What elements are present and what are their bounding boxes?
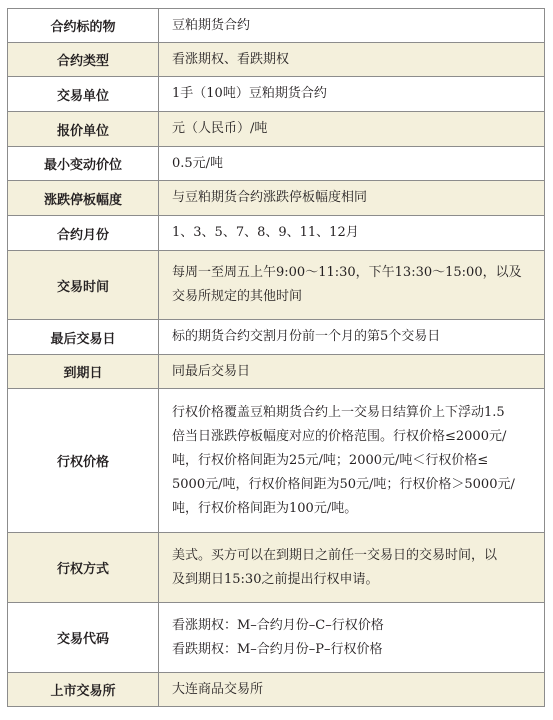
row-value	[159, 147, 545, 181]
row-value-line: 豆粕期货合约	[172, 17, 251, 33]
row-value-line: 与豆粕期货合约涨跌停板幅度相同	[172, 190, 368, 205]
row-value	[159, 251, 545, 320]
row-label: 行权方式	[8, 533, 159, 603]
row-label: 合约月份	[8, 216, 159, 251]
row-label: 上市交易所	[8, 673, 159, 707]
table-row	[8, 77, 545, 112]
row-value-line: 吨，行权价格间距为25元/吨；2000元/吨＜行权价格≤	[172, 452, 489, 468]
row-value-line: 行权价格覆盖豆粕期货合约上一交易日结算价上下浮动1.5	[172, 404, 505, 420]
row-label: 最小变动价位	[8, 147, 159, 181]
row-value-line: 1、3、5、7、8、9、11、12月	[172, 225, 359, 240]
row-label: 合约标的物	[8, 9, 159, 43]
table-row	[8, 216, 545, 251]
row-value-line: 看涨期权、看跌期权	[172, 51, 290, 67]
row-label: 行权价格	[8, 389, 159, 533]
row-value-line: 及到期日15:30之前提出行权申请。	[172, 571, 379, 587]
row-value	[159, 320, 545, 355]
row-value-line: 交易所规定的其他时间	[172, 289, 303, 304]
row-label: 交易时间	[8, 251, 159, 320]
row-value-line: 1手（10吨）豆粕期货合约	[172, 86, 327, 101]
table-row	[8, 673, 545, 707]
row-value	[159, 77, 545, 112]
option-contract-spec-table	[7, 8, 545, 707]
row-value	[159, 181, 545, 216]
row-value	[159, 533, 545, 603]
row-value-line: 同最后交易日	[172, 363, 251, 379]
row-label: 交易单位	[8, 77, 159, 112]
row-label: 最后交易日	[8, 320, 159, 355]
table-row	[8, 533, 545, 603]
row-value	[159, 355, 545, 389]
row-label: 交易代码	[8, 603, 159, 673]
row-value-line: 0.5元/吨	[172, 155, 224, 171]
row-label: 报价单位	[8, 112, 159, 147]
table-row	[8, 112, 545, 147]
row-value-line: 看跌期权：M–合约月份–P–行权价格	[172, 641, 383, 657]
row-value-line: 美式。买方可以在到期日之前任一交易日的交易时间，以	[172, 547, 498, 563]
table-row	[8, 355, 545, 389]
table-row	[8, 389, 545, 533]
table-row	[8, 251, 545, 320]
table-row	[8, 43, 545, 77]
row-value-line: 吨，行权价格间距为100元/吨。	[172, 500, 358, 516]
row-value	[159, 9, 545, 43]
table-row	[8, 181, 545, 216]
row-value	[159, 216, 545, 251]
row-value-line: 看涨期权：M–合约月份–C–行权价格	[172, 617, 384, 633]
row-value-line: 每周一至周五上午9:00～11:30，下午13:30～15:00，以及	[172, 265, 522, 280]
row-value	[159, 389, 545, 533]
row-value	[159, 603, 545, 673]
row-value	[159, 673, 545, 707]
row-value	[159, 43, 545, 77]
table-row	[8, 320, 545, 355]
row-value-line: 元（人民币）/吨	[172, 121, 268, 136]
row-value-line: 5000元/吨，行权价格间距为50元/吨；行权价格＞5000元/	[172, 476, 515, 492]
row-value	[159, 112, 545, 147]
table-row	[8, 603, 545, 673]
row-label: 涨跌停板幅度	[8, 181, 159, 216]
table-row	[8, 147, 545, 181]
row-value-line: 大连商品交易所	[172, 681, 264, 697]
row-value-line: 倍当日涨跌停板幅度对应的价格范围。行权价格≤2000元/	[172, 428, 507, 444]
table-row	[8, 9, 545, 43]
row-label: 到期日	[8, 355, 159, 389]
row-value-line: 标的期货合约交割月份前一个月的第5个交易日	[172, 329, 441, 344]
row-label: 合约类型	[8, 43, 159, 77]
